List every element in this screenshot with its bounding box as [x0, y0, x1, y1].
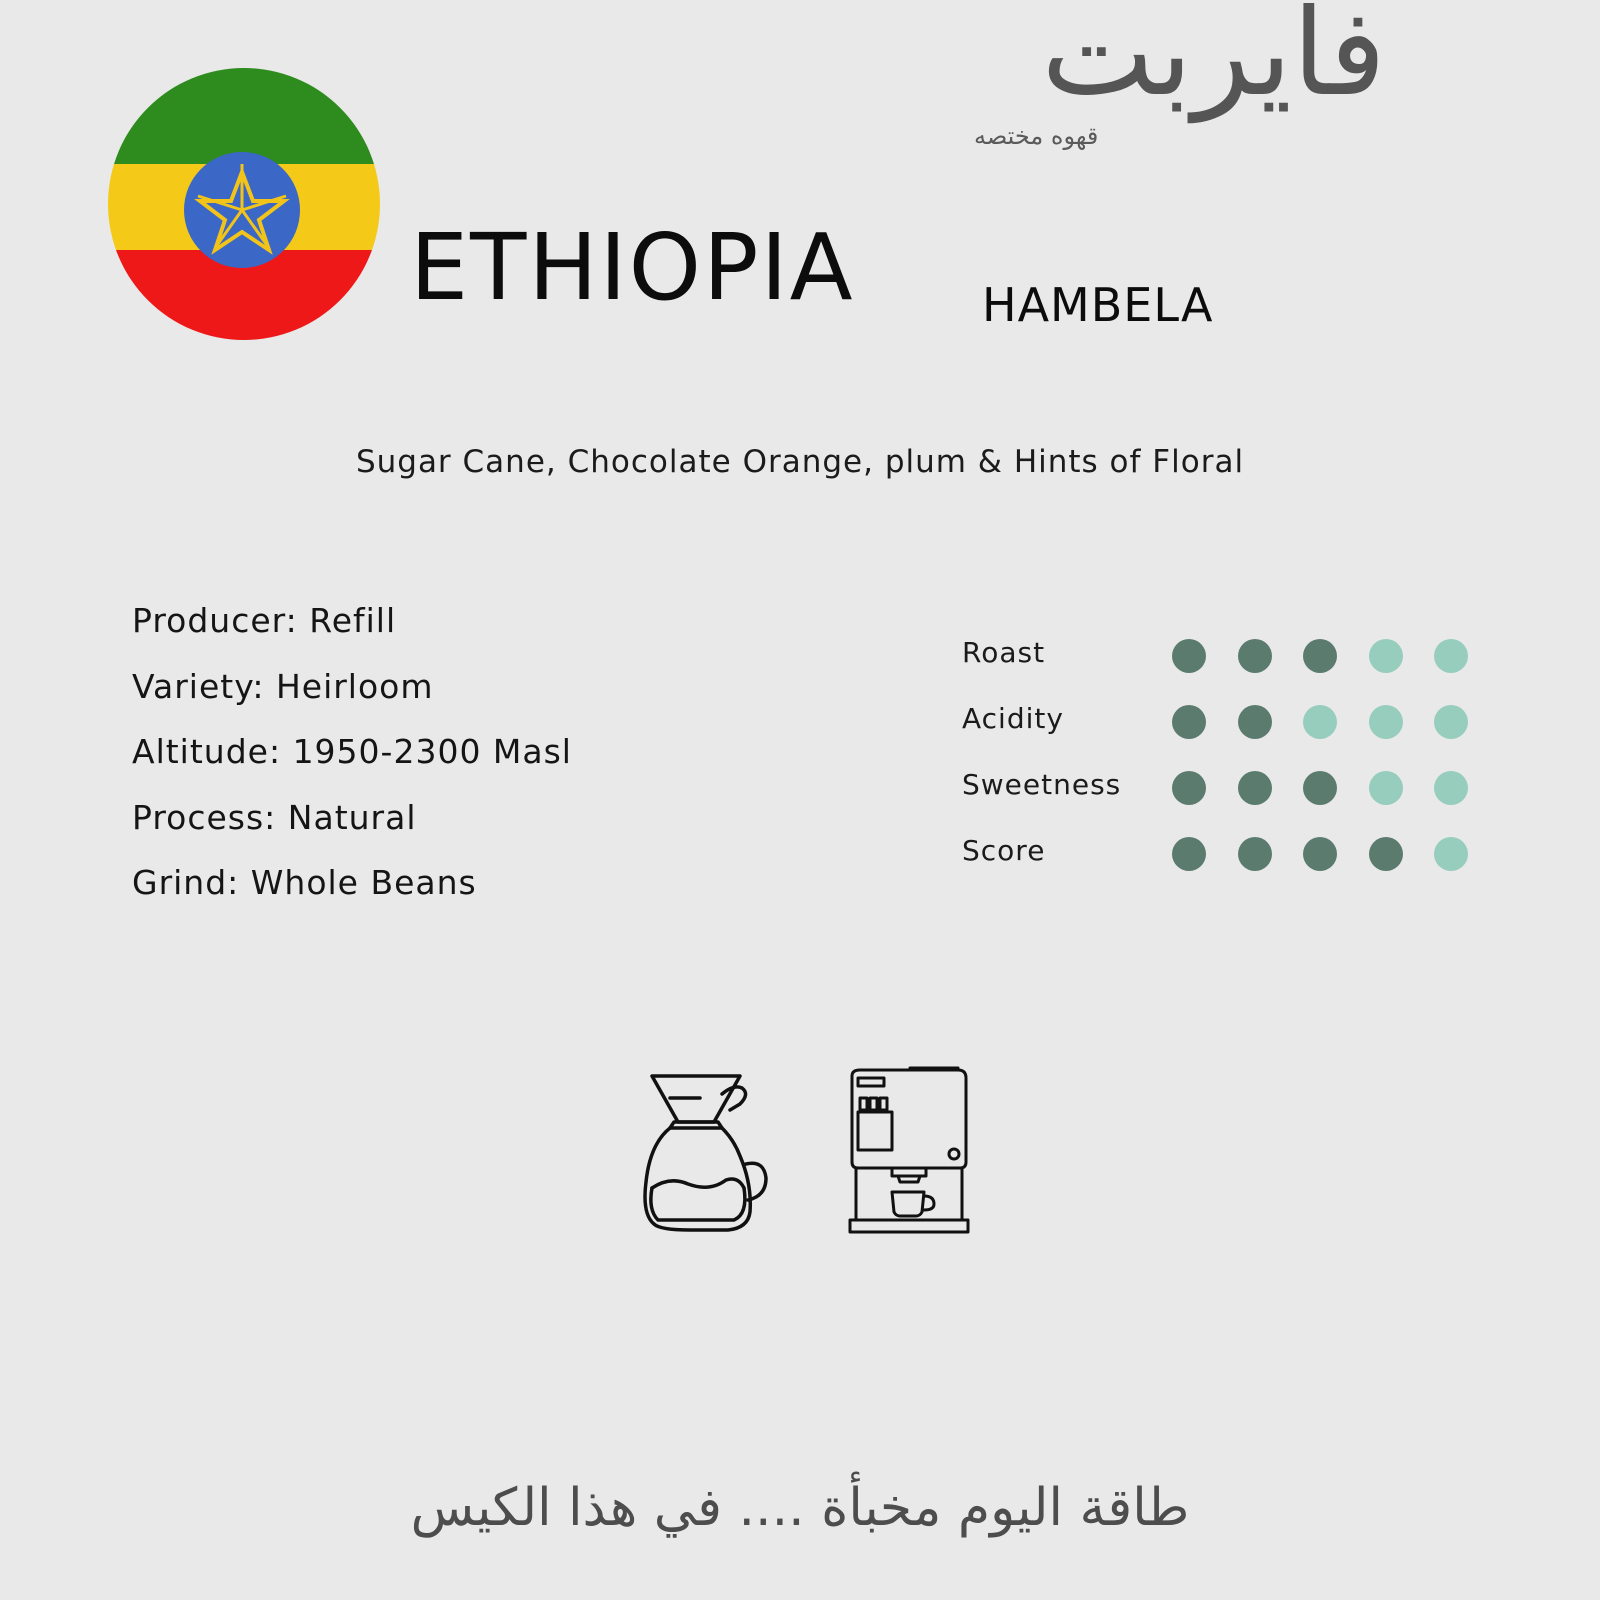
rating-roast [962, 630, 1482, 696]
rating-dot-filled [1303, 639, 1337, 673]
brew-methods [630, 1064, 980, 1240]
rating-dot-empty [1303, 705, 1337, 739]
brand-name: فايربت [1041, 0, 1386, 123]
rating-dot-empty [1369, 639, 1403, 673]
origin-title: ETHIOPIA [410, 214, 855, 321]
detail-producer: Producer: Refill [132, 601, 397, 640]
pour-over-icon [645, 1076, 766, 1230]
rating-dot-filled [1303, 771, 1337, 805]
detail-process: Process: Natural [132, 797, 417, 837]
rating-label: Acidity [962, 702, 1064, 735]
rating-dot-empty [1369, 771, 1403, 805]
rating-dot-empty [1434, 837, 1468, 871]
rating-dot-empty [1434, 705, 1468, 739]
ethiopia-flag-icon [108, 68, 380, 340]
coffee-details [132, 600, 572, 928]
rating-dot-filled [1172, 705, 1206, 739]
rating-score [962, 828, 1482, 894]
rating-dot-filled [1369, 837, 1403, 871]
rating-dot-filled [1172, 771, 1206, 805]
rating-dot-filled [1172, 837, 1206, 871]
rating-dot-filled [1238, 771, 1272, 805]
espresso-machine-icon [850, 1068, 968, 1232]
rating-sweetness [962, 762, 1482, 828]
rating-label: Roast [962, 636, 1046, 669]
rating-dot-filled [1238, 837, 1272, 871]
detail-grind: Grind: Whole Beans [132, 863, 477, 902]
rating-acidity [962, 696, 1482, 762]
rating-label: Score [962, 834, 1046, 867]
rating-dot-filled [1172, 639, 1206, 673]
detail-variety: Variety: Heirloom [132, 666, 434, 706]
rating-dot-filled [1303, 837, 1337, 871]
rating-label: Sweetness [962, 768, 1122, 801]
rating-dots [1172, 837, 1472, 873]
brand-tagline: قهوه مختصه [974, 122, 1099, 150]
region-subtitle: HAMBELA [982, 278, 1214, 332]
rating-dot-filled [1238, 705, 1272, 739]
rating-dot-filled [1238, 639, 1272, 673]
footer-slogan: طاقة اليوم مخبأة .... في هذا الكيس [410, 1478, 1190, 1538]
flavor-ratings [962, 630, 1482, 894]
detail-altitude: Altitude: 1950-2300 Masl [132, 732, 572, 771]
rating-dots [1172, 771, 1472, 807]
tasting-notes: Sugar Cane, Chocolate Orange, plum & Hints of Floral [355, 444, 1245, 480]
rating-dot-empty [1434, 639, 1468, 673]
rating-dots [1172, 705, 1472, 741]
brand-logo [966, 0, 1386, 170]
rating-dot-empty [1369, 705, 1403, 739]
rating-dot-empty [1434, 771, 1468, 805]
rating-dots [1172, 639, 1472, 675]
